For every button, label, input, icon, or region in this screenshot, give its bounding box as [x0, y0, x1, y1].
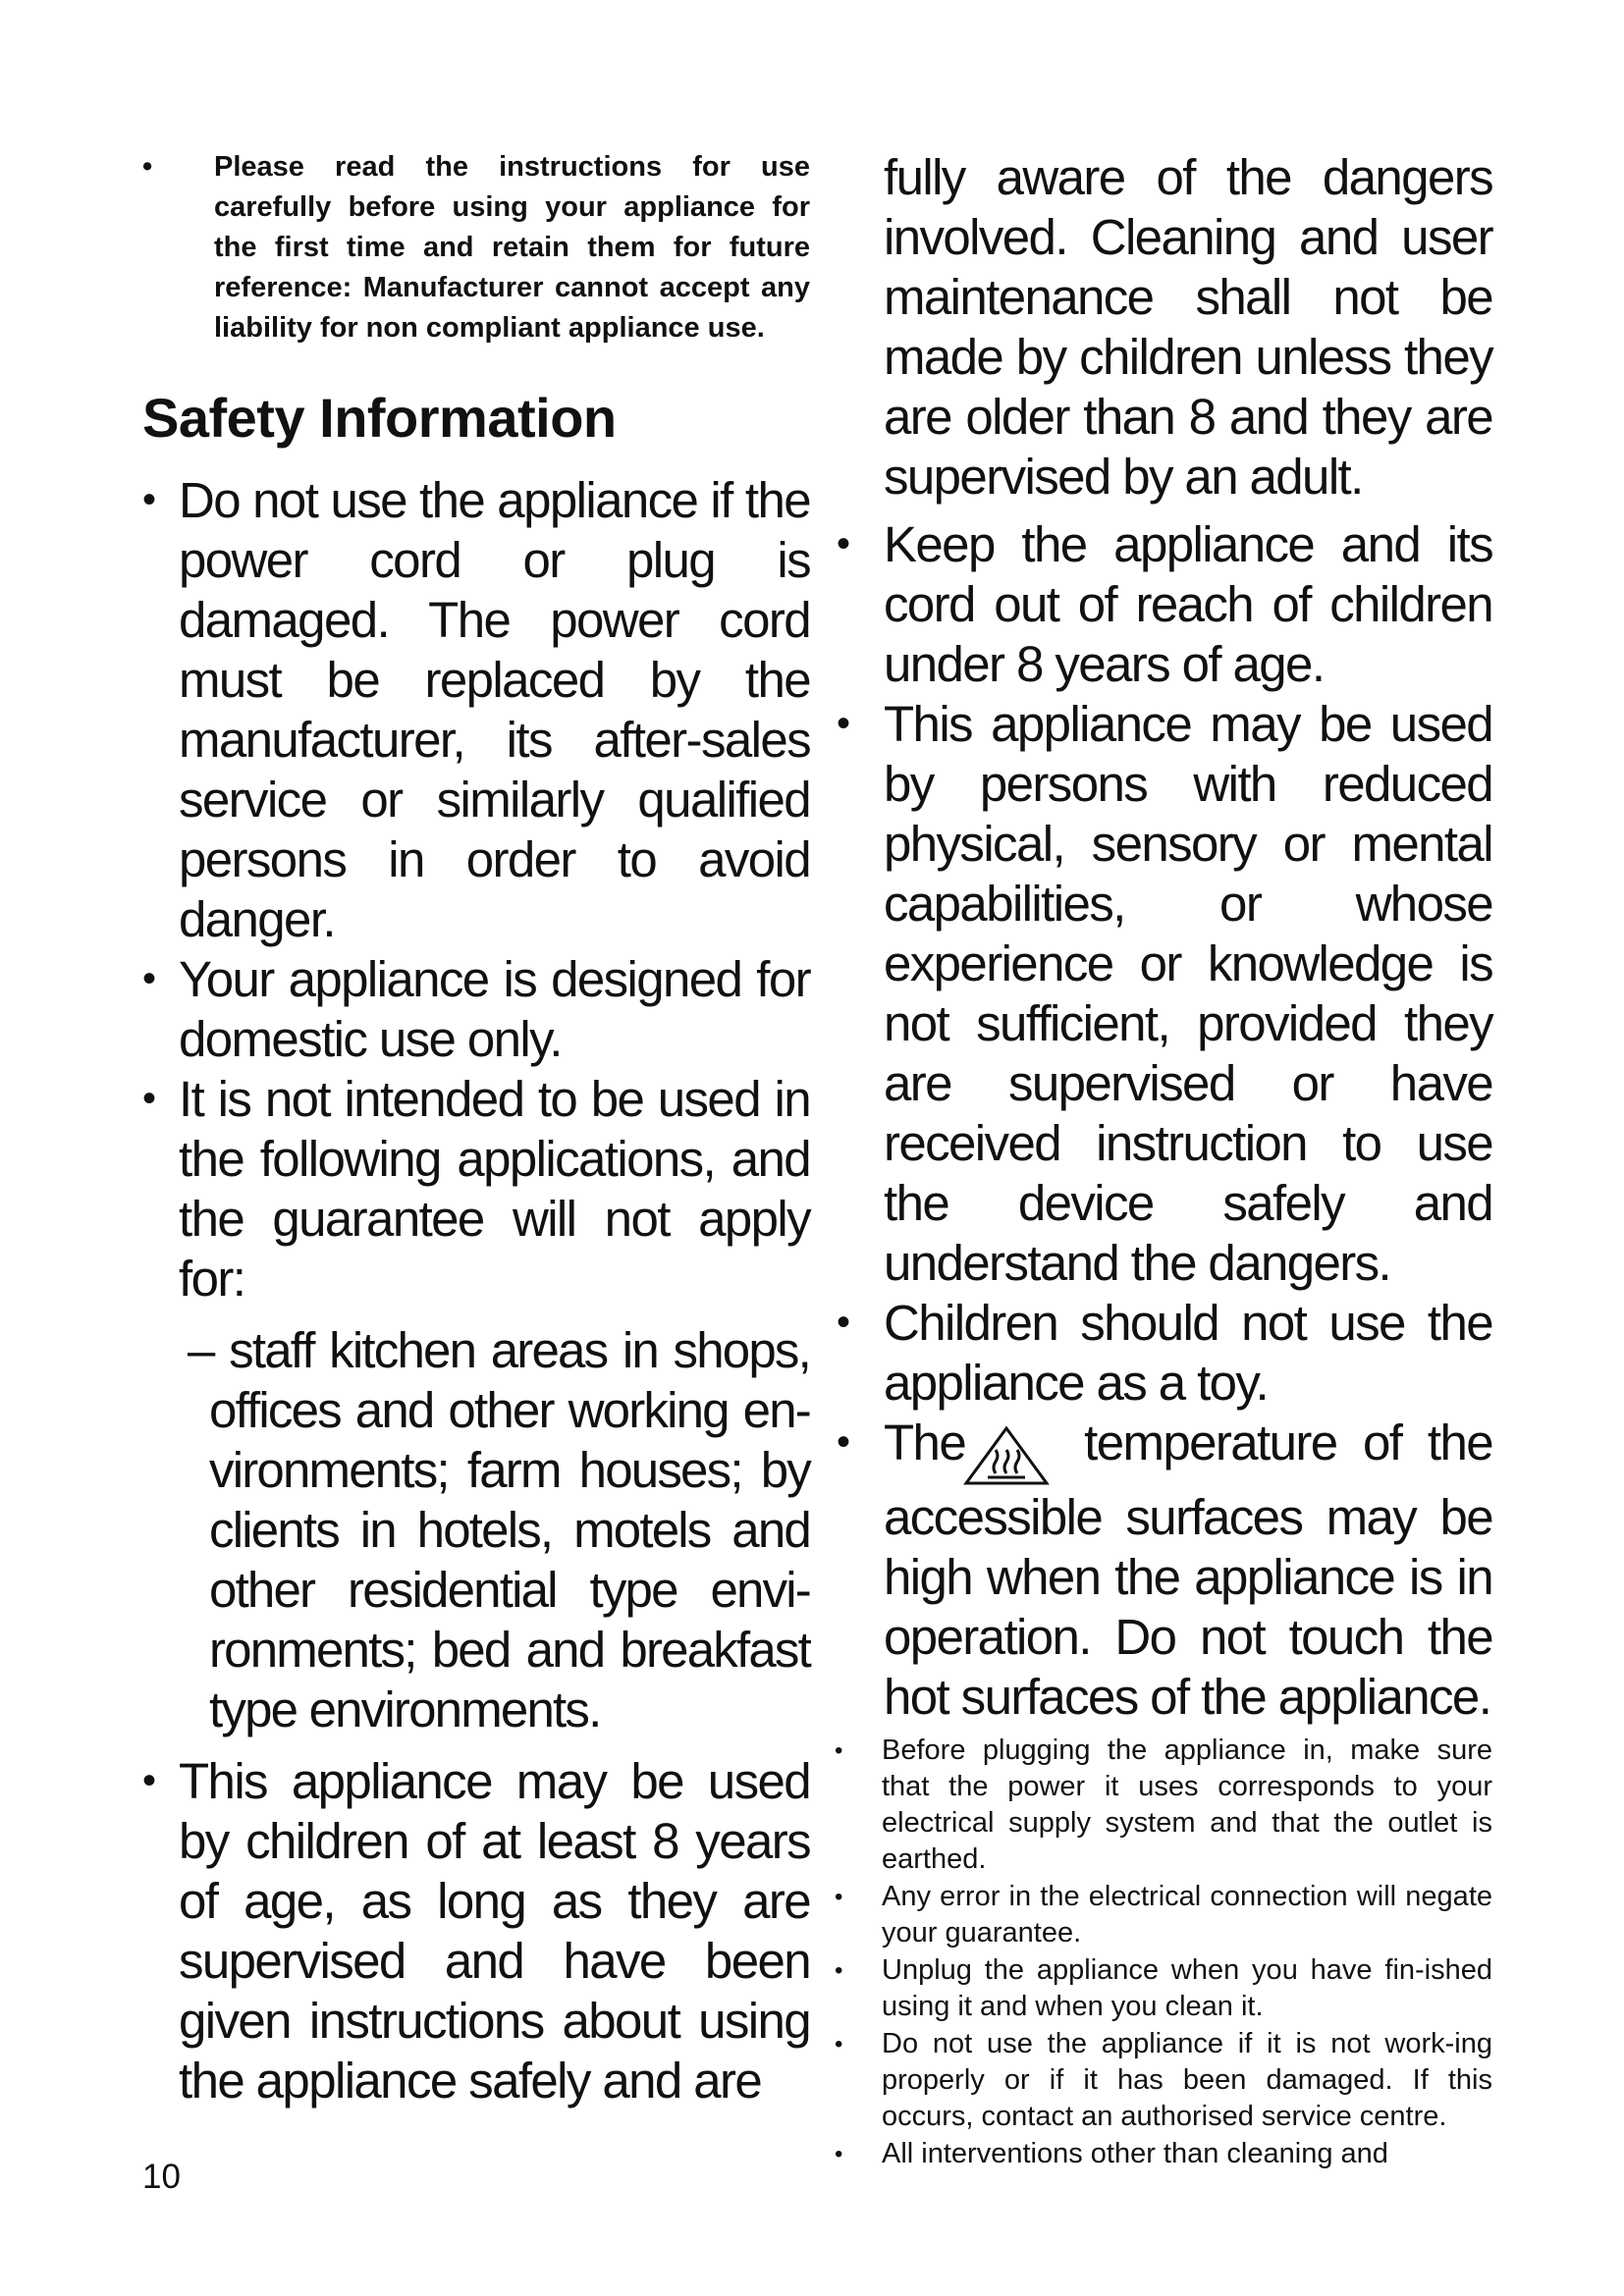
item-text: It is not intended to be used in the following applications, and the guarantee will not apply for:: [179, 1071, 810, 1307]
intro-text: Please read the instructions for use carefully before using your appliance for the first time and retain them for future reference: Manufacturer cannot accept any liability for non compliant appliance use.: [214, 151, 810, 344]
safety-item-reduced-capabilities: [835, 694, 1492, 1293]
small-item-damaged: [835, 2026, 1492, 2135]
safety-item-domestic-use: [142, 949, 810, 1069]
item-text-start: The: [884, 1415, 966, 1470]
item-text-rest: temperature of the accessible surfaces may be high when the appliance is in operation. Do not touch the hot surfaces of the appliance.: [884, 1415, 1492, 1725]
bullet: •: [835, 1957, 843, 1984]
bullet: •: [835, 1737, 843, 1764]
item-text: Before plugging the appliance in, make sure that the power it uses corresponds to your electrical supply system and that the outlet is earthed.: [882, 1735, 1492, 1875]
small-item-power-supply: [835, 1733, 1492, 1878]
bullet: •: [835, 2031, 843, 2057]
safety-item-not-a-toy: [835, 1293, 1492, 1413]
safety-item-power-cord: [142, 470, 810, 949]
item-text: Do not use the appliance if the power cord or plug is damaged. The power cord must be replaced by the manufacturer, its after-sales service or similarly qualified persons in order to avoid danger.: [179, 472, 810, 947]
safety-item-not-intended: [142, 1069, 810, 1308]
small-item-unplug: [835, 1952, 1492, 2025]
right-column: [835, 147, 1492, 2173]
bullet: •: [142, 478, 155, 521]
bullet: •: [142, 1759, 155, 1802]
bullet: •: [142, 957, 155, 1000]
item-text: Children should not use the appliance as a toy.: [884, 1295, 1492, 1411]
left-column: [142, 147, 810, 2110]
item-text: This appliance may be used by persons with reduced physical, sensory or mental capabilities, or whose experience or knowledge is not sufficient, provided they are supervised or have received instruction to use the device safely and understand the dangers.: [884, 696, 1492, 1291]
item-text: Unplug the appliance when you have fin-ished using it and when you clean it.: [882, 1954, 1492, 2022]
item-text: Do not use the appliance if it is not work-ing properly or if it has been damaged. If this occurs, contact an authorised service centre.: [882, 2028, 1492, 2132]
item-text: This appliance may be used by children of at least 8 years of age, as long as they are supervised and have been given instructions about using the appliance safely and are: [179, 1753, 810, 2109]
page-number: 10: [142, 2158, 181, 2196]
bullet: •: [835, 2141, 843, 2167]
item-text: Keep the appliance and its cord out of reach of children under 8 years of age.: [884, 516, 1492, 692]
small-safety-list: [835, 1733, 1492, 2172]
small-item-connection-error: [835, 1879, 1492, 1951]
safety-item-children: [142, 1751, 810, 2110]
continued-text: fully aware of the dangers involved. Cleaning and user maintenance shall not be made by children unless they are older than 8 and they are supervised by an adult.: [884, 149, 1492, 505]
intro-notice: [142, 147, 810, 348]
item-text: Any error in the electrical connection will negate your guarantee.: [882, 1881, 1492, 1949]
bullet: •: [142, 1077, 155, 1120]
safety-item-hot-surfaces: [835, 1413, 1492, 1727]
item-text: All interventions other than cleaning and: [882, 2138, 1388, 2169]
bullet: •: [837, 1301, 849, 1344]
bullet: •: [837, 702, 849, 745]
safety-subitem-environments: – staff kitchen areas in shops, offices and other working en-vironments; farm houses; by clients in hotels, motels and other residential type envi-ronments; bed and breakfast type environments.: [188, 1322, 810, 1737]
bullet: •: [837, 522, 849, 565]
safety-item-keep-away: [835, 514, 1492, 694]
section-heading: Safety Information: [142, 387, 617, 449]
small-item-interventions: [835, 2136, 1492, 2172]
item-text: Your appliance is designed for domestic use only.: [179, 951, 810, 1067]
bullet: •: [837, 1420, 849, 1464]
bullet: •: [142, 151, 153, 183]
bullet: •: [835, 1884, 843, 1910]
hot-surface-warning-icon: [962, 1424, 1051, 1487]
